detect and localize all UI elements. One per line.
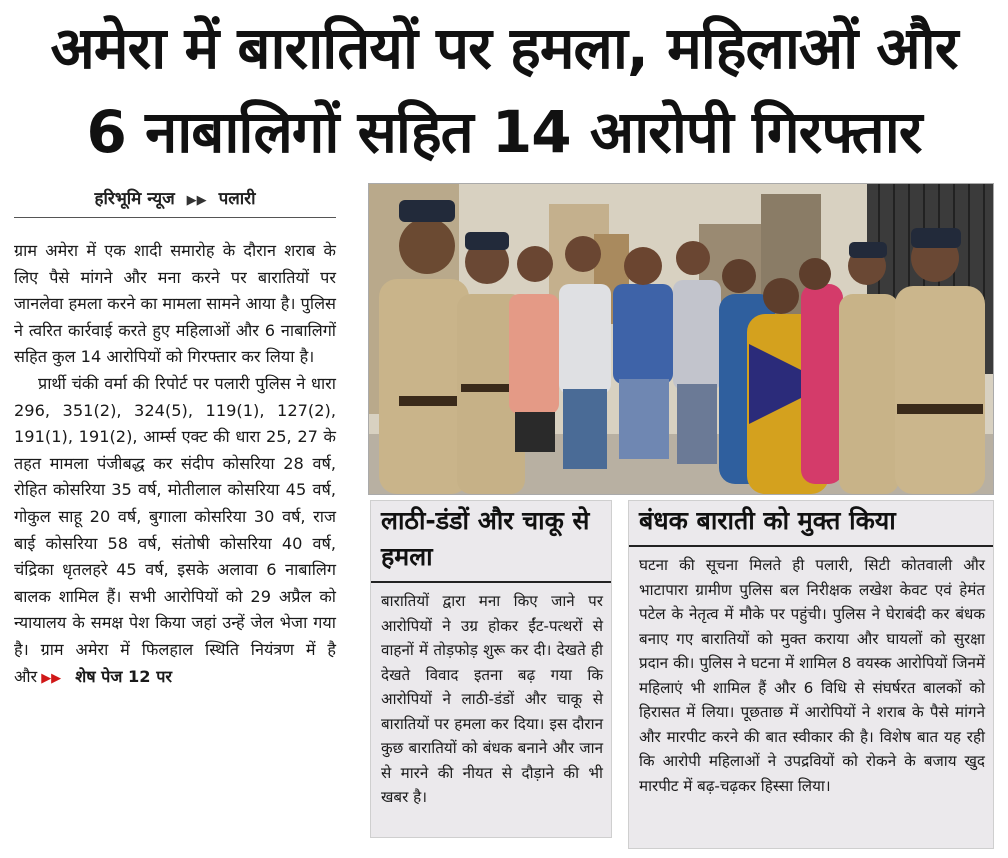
main-article-column: [14, 238, 336, 692]
byline-arrows-icon: ▶▶: [186, 193, 207, 208]
police-with-accused-photo: [369, 184, 993, 494]
headline: [0, 6, 1008, 174]
sidebar-box-attack: [370, 500, 612, 838]
box-right-text: घटना की सूचना मिलते ही पलारी, सिटी कोतवाली और भाटापारा ग्रामीण पुलिस बल निरीक्षक लखेश केवट एवं हेमंत पटेल के नेतृत्व में मौके पर पहुंची। पुलिस ने घेराबंदी कर बंधक बनाए गए बारातियों को मुक्त कराया और घायलों को सुरक्षा प्रदान की। पुलिस ने घटना में शामिल 8 वयस्क आरोपियों जिनमें महिलाएं भी शामिल हैं और 6 विधि से संघर्षरत बालकों को हिरासत में लिया। पूछताछ में आरोपियों ने शराब के पैसे मांगने और मारपीट करने की बात स्वीकार की है। विशेष बात यह रही कि आरोपी महिलाओं ने उपद्रवियों को रोकने के बजाय खुद मारपीट में बढ़-चढ़कर हिस्सा लिया।: [639, 556, 985, 795]
byline: [14, 186, 336, 218]
headline-line-2: 6 नाबालिगों सहित 14 आरोपी गिरफ्तार: [86, 98, 922, 166]
box-right-title: बंधक बाराती को मुक्त किया: [629, 501, 993, 547]
news-photo: [368, 183, 994, 495]
byline-source: हरिभूमि न्यूज: [94, 189, 175, 209]
box-left-text: बारातियों द्वारा मना किए जाने पर आरोपियों ने उग्र होकर ईंट-पत्थरों से वाहनों में तोड़फोड़ शुरू कर दी। देखते ही देखते विवाद इतना बढ़ गया कि आरोपियों ने लाठी-डंडों और चाकू से बारातियों पर हमला कर दिया। इस दौरान कुछ बारातियों को बंधक बनाने और जान से मारने की नीयत से दौड़ाने की भी खबर है।: [381, 592, 603, 806]
article-paragraph-2: [14, 371, 336, 692]
article-paragraph-1: ग्राम अमेरा में एक शादी समारोह के दौरान शराब के लिए पैसे मांगने और मना करने पर बारातियों पर जानलेवा हमला करने का मामला सामने आया है। पुलिस ने त्वरित कार्रवाई करते हुए महिलाओं और 6 नाबालिगों सहित कुल 14 आरोपियों को गिरफ्तार कर लिया है।: [14, 241, 336, 367]
byline-place: पलारी: [218, 189, 256, 209]
article-paragraph-2-text: प्रार्थी चंकी वर्मा की रिपोर्ट पर पलारी पुलिस ने धारा 296, 351(2), 324(5), 119(1), 127(2), 191(1), 191(2), आर्म्स एक्ट की धारा 25, 27 के तहत मामला पंजीबद्ध कर संदीप कोसरिया 28 वर्ष, रोहित कोसरिया 35 वर्ष, मोतीलाल कोसरिया 45 वर्ष, गोकुल साहू 20 वर्ष, बुगाला कोसरिया 30 वर्ष, राज बाई कोसरिया 58 वर्ष, संतोषी कोसरिया 40 वर्ष, चंद्रिका धृतलहरे 45 वर्ष, इसके अलावा 6 नाबालिग बालक शामिल हैं। सभी आरोपियों को 29 अप्रैल को न्यायालय के समक्ष पेश किया जहां उन्हें जेल भेजा गया है। ग्राम अमेरा में फिलहाल स्थिति नियंत्रण में है और: [14, 373, 336, 686]
box-left-title: लाठी-डंडों और चाकू से हमला: [371, 501, 611, 583]
headline-line-1: अमेरा में बारातियों पर हमला, महिलाओं और: [50, 14, 958, 82]
continued-on-page: शेष पेज 12 पर: [75, 666, 173, 686]
sidebar-box-rescue: [628, 500, 994, 849]
continued-arrow-icon: ▶▶: [41, 670, 62, 686]
